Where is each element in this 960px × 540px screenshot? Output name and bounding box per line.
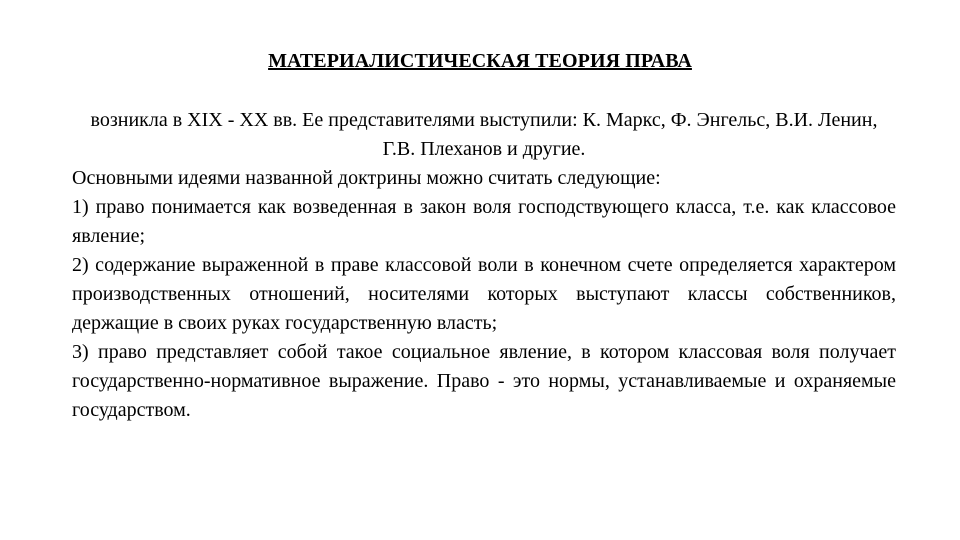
point-2: 2) содержание выраженной в праве классовой воли в конечном счете определяется характером производственных отношений, носителями которых выступают классы собственников, держащие в своих руках государственную власть; — [72, 254, 896, 334]
lead-paragraph: Основными идеями названной доктрины можно считать следующие: — [72, 167, 661, 189]
intro-paragraph: возникла в XIX - XX вв. Ее представителями выступили: К. Маркс, Ф. Энгельс, В.И. Ленин, Г.В. Плеханов и другие. — [90, 109, 878, 160]
point-3: 3) право представляет собой такое социальное явление, в котором классовая воля получает государственно-нормативное выражение. Право - это нормы, устанавливаемые и охраняемые государством. — [72, 341, 896, 421]
point-1: 1) право понимается как возведенная в закон воля господствующего класса, т.е. как классовое явление; — [72, 196, 896, 247]
slide-body — [72, 106, 896, 425]
slide-title: МАТЕРИАЛИСТИЧЕСКАЯ ТЕОРИЯ ПРАВА — [268, 50, 692, 72]
